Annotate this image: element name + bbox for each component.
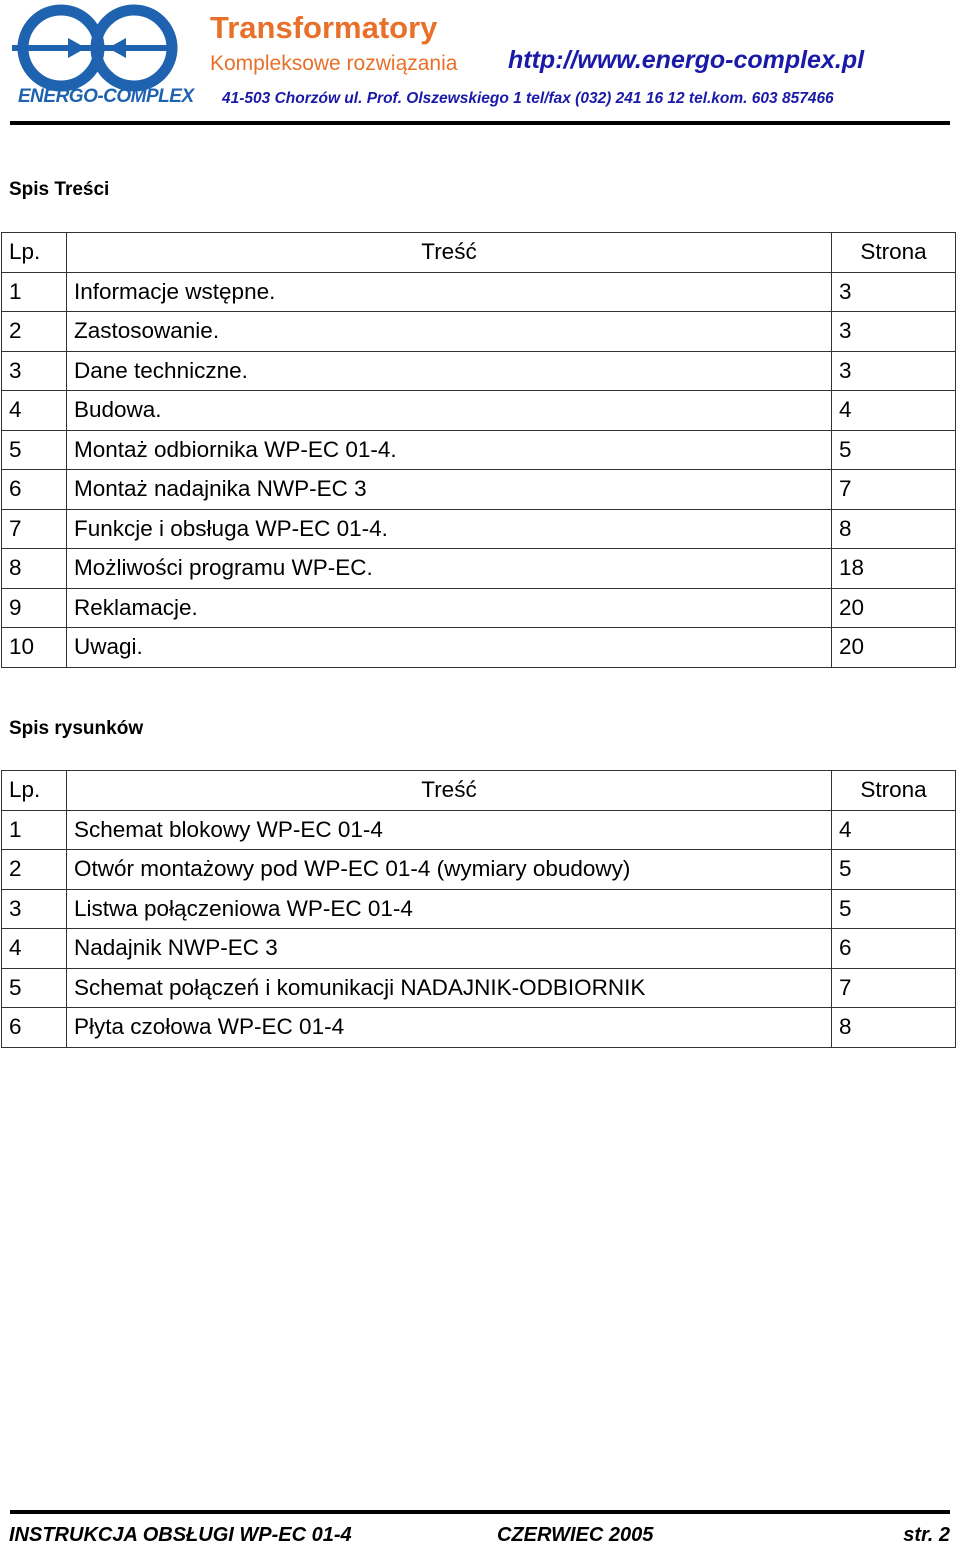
website-link[interactable]: http://www.energo-complex.pl (508, 46, 865, 74)
table-row[interactable] (2, 810, 956, 850)
header-page: Strona (832, 771, 956, 811)
figures-table (1, 770, 956, 1048)
row-page: 7 (832, 968, 956, 1008)
row-page: 8 (832, 509, 956, 549)
company-address: 41-503 Chorzów ul. Prof. Olszewskiego 1 tel/fax (032) 241 16 12 tel.kom. 603 857466 (222, 90, 834, 107)
row-page: 5 (832, 889, 956, 929)
row-title: Dane techniczne. (67, 351, 832, 391)
row-title: Budowa. (67, 391, 832, 431)
row-number: 1 (2, 272, 67, 312)
contents-title: Spis Treści (9, 179, 110, 200)
row-page: 20 (832, 628, 956, 668)
row-number: 6 (2, 1008, 67, 1048)
footer-doc-title: INSTRUKCJA OBSŁUGI WP-EC 01-4 (9, 1524, 352, 1546)
footer-page-number: str. 2 (903, 1524, 950, 1546)
row-page: 5 (832, 850, 956, 890)
table-row[interactable] (2, 549, 956, 589)
row-page: 4 (832, 391, 956, 431)
table-header-row (2, 233, 956, 273)
row-number: 2 (2, 312, 67, 352)
row-number: 1 (2, 810, 67, 850)
row-number: 7 (2, 509, 67, 549)
logo-text: ENERGO-COMPLEX (18, 86, 194, 107)
contents-table (1, 232, 956, 668)
row-number: 9 (2, 588, 67, 628)
row-number: 5 (2, 430, 67, 470)
row-title: Możliwości programu WP-EC. (67, 549, 832, 589)
footer-date: CZERWIEC 2005 (497, 1524, 654, 1546)
row-page: 4 (832, 810, 956, 850)
row-title: Zastosowanie. (67, 312, 832, 352)
row-page: 20 (832, 588, 956, 628)
table-row[interactable] (2, 391, 956, 431)
table-row[interactable] (2, 312, 956, 352)
row-number: 2 (2, 850, 67, 890)
table-row[interactable] (2, 351, 956, 391)
header-lp: Lp. (2, 233, 67, 273)
row-page: 7 (832, 470, 956, 510)
header-page: Strona (832, 233, 956, 273)
row-number: 3 (2, 351, 67, 391)
row-title: Uwagi. (67, 628, 832, 668)
row-title: Reklamacje. (67, 588, 832, 628)
table-row[interactable] (2, 272, 956, 312)
row-title: Otwór montażowy pod WP-EC 01-4 (wymiary obudowy) (67, 850, 832, 890)
header-content: Treść (67, 233, 832, 273)
row-title: Listwa połączeniowa WP-EC 01-4 (67, 889, 832, 929)
row-number: 4 (2, 929, 67, 969)
row-number: 8 (2, 549, 67, 589)
row-title: Montaż nadajnika NWP-EC 3 (67, 470, 832, 510)
row-page: 3 (832, 312, 956, 352)
row-number: 3 (2, 889, 67, 929)
row-title: Schemat połączeń i komunikacji NADAJNIK-ODBIORNIK (67, 968, 832, 1008)
figures-title: Spis rysunków (9, 718, 144, 739)
row-number: 5 (2, 968, 67, 1008)
row-title: Funkcje i obsługa WP-EC 01-4. (67, 509, 832, 549)
row-page: 18 (832, 549, 956, 589)
row-page: 3 (832, 272, 956, 312)
header-lp: Lp. (2, 771, 67, 811)
table-row[interactable] (2, 628, 956, 668)
brand-title: Transformatory (210, 10, 438, 45)
row-title: Informacje wstępne. (67, 272, 832, 312)
row-number: 6 (2, 470, 67, 510)
header-content: Treść (67, 771, 832, 811)
table-row[interactable] (2, 430, 956, 470)
row-page: 8 (832, 1008, 956, 1048)
row-number: 4 (2, 391, 67, 431)
row-title: Płyta czołowa WP-EC 01-4 (67, 1008, 832, 1048)
header-divider (10, 121, 950, 125)
table-row[interactable] (2, 968, 956, 1008)
page-header (0, 0, 960, 126)
table-header-row (2, 771, 956, 811)
table-row[interactable] (2, 509, 956, 549)
row-number: 10 (2, 628, 67, 668)
table-row[interactable] (2, 1008, 956, 1048)
table-row[interactable] (2, 929, 956, 969)
brand-subtitle: Kompleksowe rozwiązania (210, 52, 458, 75)
row-title: Nadajnik NWP-EC 3 (67, 929, 832, 969)
table-row[interactable] (2, 889, 956, 929)
row-title: Montaż odbiornika WP-EC 01-4. (67, 430, 832, 470)
table-row[interactable] (2, 850, 956, 890)
table-row[interactable] (2, 470, 956, 510)
table-row[interactable] (2, 588, 956, 628)
row-page: 6 (832, 929, 956, 969)
footer-divider (10, 1510, 950, 1514)
row-title: Schemat blokowy WP-EC 01-4 (67, 810, 832, 850)
row-page: 3 (832, 351, 956, 391)
row-page: 5 (832, 430, 956, 470)
